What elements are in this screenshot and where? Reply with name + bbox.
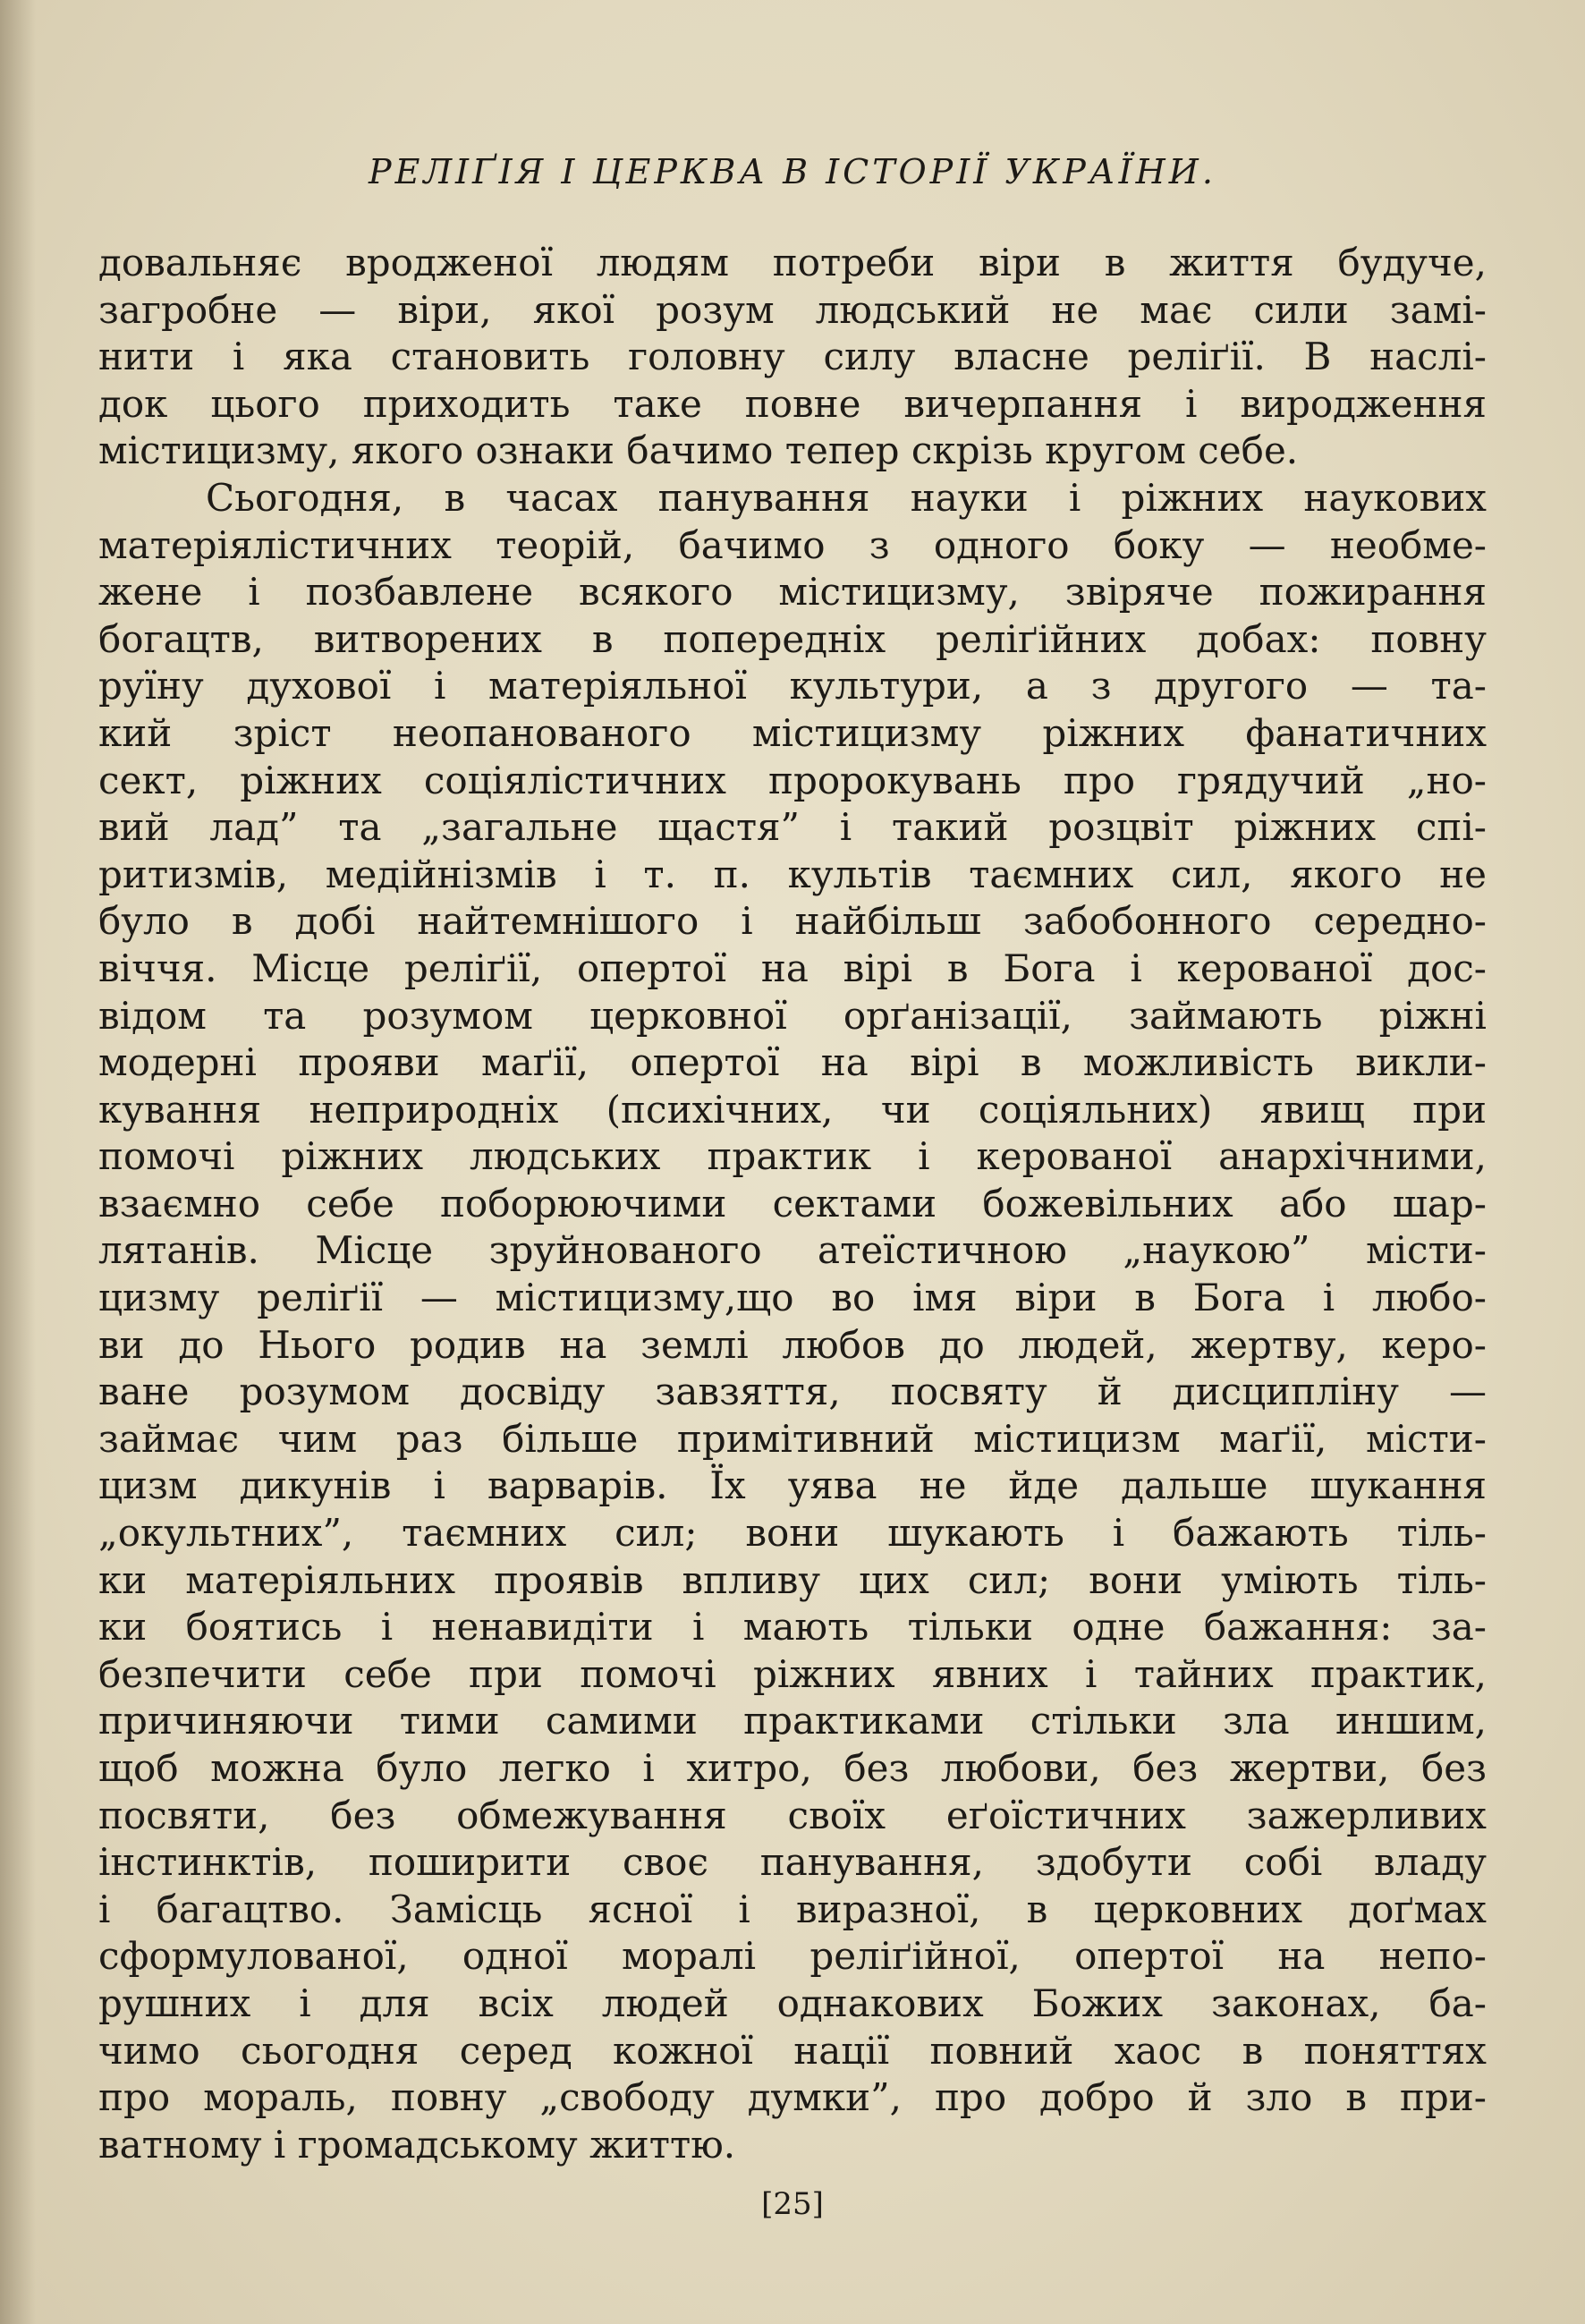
text-line: кування неприродніх (психічних, чи соціяльних) явищ при (98, 1087, 1487, 1132)
text-line: посвяти, без обмежування своїх еґоїстичних зажерливих (98, 1793, 1487, 1837)
text-line: матеріялістичних теорій, бачимо з одного боку — необме- (98, 522, 1487, 567)
text-line: сект, ріжних соціялістичних пророкувань про грядучий „но- (98, 758, 1487, 802)
text-line: інстинктів, поширити своє панування, здобути собі владу (98, 1840, 1487, 1885)
text-line: ватному і громадському життю. (98, 2122, 736, 2167)
text-line: взаємно себе поборюючими сектами божевільних або шар- (98, 1181, 1487, 1226)
text-line: причиняючи тими самими практиками стільки зла иншим, (98, 1699, 1487, 1743)
text-line: про мораль, повну „свободу думки”, про добро й зло в при- (98, 2075, 1487, 2120)
text-line: щоб можна було легко і хитро, без любови, без жертви, без (98, 1746, 1487, 1790)
text-line: займає чим раз більше примітивний містицизм маґії, місти- (98, 1416, 1487, 1461)
text-line: „окультних”, таємних сил; вони шукають і бажають тіль- (98, 1511, 1487, 1556)
spine-shadow (0, 0, 36, 2324)
running-head: РЕЛІҐІЯ І ЦЕРКВА В ІСТОРІЇ УКРАЇНИ. (369, 152, 1216, 191)
text-line: цизму реліґії — містицизму,що во імя віри в Бога і любо- (98, 1276, 1487, 1320)
text-line: нити і яка становить головну силу власне реліґії. В наслі- (98, 335, 1487, 379)
text-line: містицизму, якого ознаки бачимо тепер скрізь кругом себе. (98, 428, 1299, 473)
text-line: безпечити себе при помочі ріжних явних і тайних практик, (98, 1651, 1487, 1696)
text-line: загробне — віри, якої розум людський не має сили замі- (98, 287, 1487, 332)
page-number: [25] (761, 2186, 824, 2222)
text-line: помочі ріжних людських практик і керованої анархічними, (98, 1134, 1487, 1179)
text-line: док цього приходить таке повне вичерпання і виродження (98, 381, 1487, 426)
text-line: довальняє вродженої людям потреби віри в життя будуче, (98, 241, 1487, 284)
body-text (98, 240, 1487, 2168)
paragraph-1 (98, 240, 1487, 475)
text-line: жене і позбавлене всякого містицизму, звіряче пожирання (98, 570, 1487, 615)
text-line: Сьогодня, в часах панування науки і ріжних наукових (206, 475, 1487, 520)
text-line: цизм дикунів і варварів. Їх уява не йде дальше шукання (98, 1463, 1487, 1508)
paragraph-2 (98, 475, 1487, 2168)
text-line: ки боятись і ненавидіти і мають тільки одне бажання: за- (98, 1605, 1487, 1650)
text-line: ки матеріяльних проявів впливу цих сил; вони уміють тіль- (98, 1557, 1487, 1602)
text-line: руїну духової і матеріяльної культури, а з другого — та- (98, 664, 1487, 708)
text-line: ви до Нього родив на землі любов до людей, жертву, керо- (98, 1322, 1487, 1367)
text-line: рушних і для всіх людей однакових Божих законах, ба- (98, 1980, 1487, 2025)
text-line: відом та розумом церковної орґанізації, займають ріжні (98, 993, 1487, 1038)
text-line: віччя. Місце реліґії, опертої на вірі в Бога і керованої дос- (98, 946, 1487, 990)
text-line: чимо сьогодня серед кожної нації повний хаос в поняттях (98, 2028, 1487, 2073)
text-line: і багацтво. Замісць ясної і виразної, в церковних доґмах (98, 1887, 1487, 1931)
text-line: сформулованої, одної моралі реліґійної, опертої на непо- (98, 1934, 1487, 1979)
text-line: лятанів. Місце зруйнованого атеїстичною „наукою” місти- (98, 1228, 1487, 1273)
text-line: богацтв, витворених в попередніх реліґійних добах: повну (98, 616, 1487, 661)
text-line: ритизмів, медійнізмів і т. п. культів таємних сил, якого не (98, 852, 1487, 896)
text-line: вий лад” та „загальне щастя” і такий розцвіт ріжних спі- (98, 805, 1487, 850)
text-line: ване розумом досвіду завзяття, посвяту й дисципліну — (98, 1370, 1487, 1414)
text-line: було в добі найтемнішого і найбільш забобонного середно- (98, 899, 1487, 944)
text-line: модерні прояви маґії, опертої на вірі в можливість викли- (98, 1040, 1487, 1085)
text-line: кий зріст неопанованого містицизму ріжних фанатичних (98, 710, 1487, 755)
